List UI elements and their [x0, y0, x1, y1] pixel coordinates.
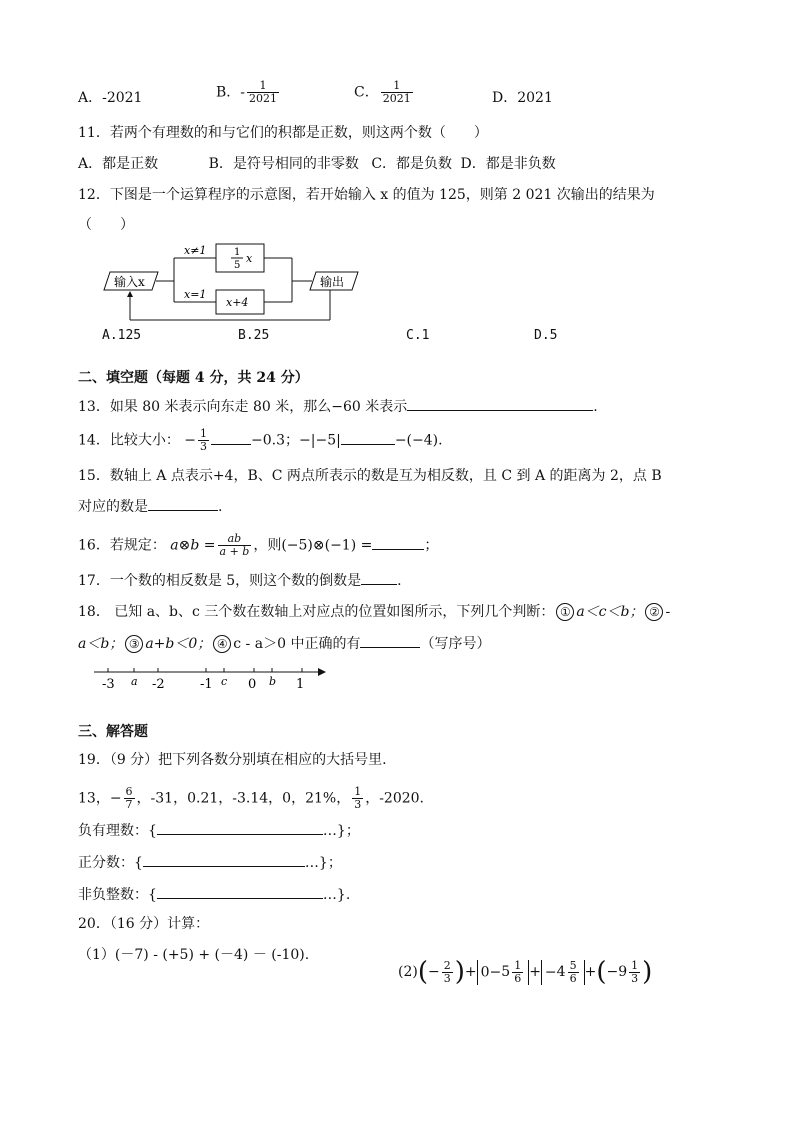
paren-open: ( — [417, 957, 428, 987]
q16-numerator: ab — [218, 533, 252, 546]
q12-flow-diagram — [100, 240, 380, 326]
q18-answer-blank[interactable] — [360, 633, 420, 648]
q12-option-c: C.1 — [406, 328, 430, 343]
t4-fraction — [629, 960, 640, 985]
q18-judgment-4-marker: ④ — [213, 635, 231, 653]
plus-sign: + — [464, 964, 477, 980]
q17-end: . — [397, 573, 402, 589]
t2-denominator: 6 — [514, 971, 522, 985]
q14 — [78, 428, 443, 453]
axis-tick-label: -2 — [152, 677, 165, 692]
q10-b-denominator: 2021 — [249, 92, 278, 105]
q11-text: 11．若两个有理数的和与它们的积都是正数，则这两个数（ ） — [78, 125, 488, 141]
q16-denominator: a + b — [219, 545, 250, 558]
op-top-numerator: 1 — [234, 247, 241, 258]
q20-part1: （1）(－7) - (+5) + (－4) － (-10). — [78, 947, 310, 963]
section2-title: 二、填空题（每题 4 分，共 24 分） — [78, 370, 309, 386]
q20-term4-mixed — [618, 960, 642, 985]
q15-end: . — [218, 499, 223, 515]
q14-compare-1: −0.3； — [251, 432, 300, 449]
q18-number-line — [92, 664, 332, 694]
q10-option-d: D．2021 — [492, 90, 553, 106]
q10-c-numerator: 1 — [381, 80, 413, 93]
q19-row1-end: …}； — [322, 823, 360, 839]
q16-mid: ，则(−5)⊗(−1) = — [253, 537, 373, 554]
t3-integer: 4 — [556, 964, 566, 980]
q13-answer-blank[interactable] — [407, 396, 593, 411]
minus-sign: − — [606, 964, 619, 980]
axis-tick-label: -3 — [102, 677, 115, 692]
q20-part2-label: (2) — [398, 964, 418, 980]
q10-c-denominator: 2021 — [382, 92, 411, 105]
t4-numerator: 1 — [631, 958, 639, 972]
t2-numerator: 1 — [514, 958, 522, 972]
q16-end: ； — [424, 537, 439, 554]
q14-denominator: 3 — [200, 440, 208, 453]
q19-frac2-numerator: 1 — [354, 785, 362, 798]
q19-numbers-c: ，-2020. — [365, 790, 425, 807]
q19-fraction-1 — [124, 786, 135, 811]
q19-row-1 — [78, 820, 360, 841]
op-top-variable: x — [246, 252, 253, 265]
q19-frac1-numerator: 6 — [125, 785, 133, 798]
t1-numerator: 2 — [443, 958, 451, 972]
q13-end: . — [593, 399, 598, 415]
q17 — [78, 570, 402, 591]
q10-option-b-prefix: B．- — [216, 84, 246, 101]
q18-judgment-1: a＜c＜b； — [576, 604, 644, 620]
q13 — [78, 396, 598, 417]
q20-term2-abs — [477, 960, 530, 985]
q19-text: 19．（9 分）把下列各数分别填在相应的大括号里. — [78, 752, 387, 768]
q18-line2 — [78, 633, 490, 654]
section3-title: 三、解答题 — [78, 724, 148, 740]
condition-top: x≠1 — [184, 244, 207, 257]
q19-row-3 — [78, 884, 350, 905]
q20-part2 — [398, 952, 652, 992]
q19-frac2-denominator: 3 — [354, 798, 362, 811]
t4-integer: 9 — [618, 964, 628, 980]
axis-tick-label: 1 — [296, 677, 305, 692]
q13-text: 13．如果 80 米表示向东走 80 米，那么−60 米表示 — [78, 399, 408, 415]
t2-fraction — [512, 960, 523, 985]
q11-option-b: B．是符号相同的非零数 — [208, 156, 359, 172]
q18-text: 18． 已知 a、b、c 三个数在数轴上对应点的位置如图所示，下列几个判断： — [78, 604, 555, 620]
q10-option-b-fraction — [247, 80, 279, 105]
q14-fraction — [198, 428, 209, 453]
q18-judgment-1-marker: ① — [556, 603, 574, 621]
q18-end: （写序号） — [420, 636, 491, 652]
q16-lhs: a⊗b = — [170, 537, 216, 554]
op-bottom-label: x+4 — [226, 296, 249, 309]
q16-fraction — [218, 533, 252, 558]
paren-open: ( — [596, 957, 607, 987]
q18-line1 — [78, 602, 670, 622]
q10-option-a: A．-2021 — [78, 90, 143, 106]
axis-arrow — [318, 668, 326, 676]
q11-option-d: D．都是非负数 — [460, 156, 556, 172]
q14-blank-2[interactable] — [341, 430, 395, 445]
point-label-b: b — [269, 675, 277, 688]
plus-sign: + — [584, 964, 597, 980]
q19-numbers-a: 13，− — [78, 790, 122, 807]
q19-row3-label: 非负整数：{ — [78, 887, 157, 903]
q19-row3-end: …}. — [322, 887, 351, 903]
q20-term3-abs — [541, 960, 585, 985]
output-label: 输出 — [320, 275, 345, 289]
q10-option-c-fraction — [381, 80, 413, 105]
q15-answer-blank[interactable] — [148, 496, 218, 511]
q18-judgment-4: c - a＞0 中正确的有 — [233, 636, 361, 652]
condition-bottom: x=1 — [184, 288, 207, 301]
q20-text: 20．（16 分）计算： — [78, 916, 210, 932]
input-label: 输入x — [114, 275, 145, 289]
t4-denominator: 3 — [631, 971, 639, 985]
t2-integer: 5 — [501, 964, 511, 980]
q19-fraction-2 — [352, 786, 363, 811]
plus-sign: + — [529, 964, 541, 980]
point-label-a: a — [131, 675, 138, 688]
t3-fraction — [568, 960, 579, 985]
q12-option-d: D.5 — [534, 328, 558, 343]
q18-judgment-2-start: - — [665, 604, 671, 620]
q10-option-c — [354, 80, 415, 105]
q20-term1-fraction — [442, 960, 453, 985]
axis-tick-label: 0 — [248, 677, 257, 692]
q19-row2-label: 正分数：{ — [78, 855, 143, 871]
q16 — [78, 533, 438, 558]
arrow-head — [127, 291, 133, 297]
q17-text: 17．一个数的相反数是 5，则这个数的倒数是 — [78, 573, 362, 589]
q19-numbers-b: ，-31，0.21，-3.14，0，21%， — [136, 790, 351, 807]
axis-tick-label: -1 — [200, 677, 213, 692]
q20-term2-mixed — [501, 960, 525, 985]
q14-blank-1[interactable] — [211, 430, 251, 445]
q11-option-c: C．都是负数 — [371, 156, 453, 172]
q18-judgment-3: a+b＜0； — [145, 636, 212, 652]
paren-close: ) — [454, 957, 465, 987]
t3-denominator: 6 — [569, 971, 577, 985]
q15-text: 对应的数是 — [78, 499, 148, 515]
point-label-c: c — [221, 675, 228, 688]
q20-term3-mixed — [557, 960, 581, 985]
q14-neg-sign: − — [184, 432, 197, 449]
t3-numerator: 5 — [569, 958, 577, 972]
op-top-denominator: 5 — [234, 260, 241, 271]
q18-judgment-2-marker: ② — [645, 603, 663, 621]
q18-judgment-2-end: a＜b； — [78, 636, 124, 652]
q19-frac1-denominator: 7 — [125, 798, 133, 811]
q14-numerator: 1 — [200, 427, 208, 440]
q12-text: 12．下图是一个运算程序的示意图，若开始输入 x 的值为 125，则第 2 021 次输出的结果为 — [78, 187, 655, 203]
q14-label: 14．比较大小： — [78, 432, 180, 449]
q19-row1-label: 负有理数：{ — [78, 823, 157, 839]
t1-denominator: 3 — [443, 971, 451, 985]
q18-judgment-3-marker: ③ — [125, 635, 143, 653]
q14-end: −(−4). — [394, 432, 443, 449]
q19-row2-blank[interactable] — [143, 852, 305, 867]
q15-line1: 15．数轴上 A 点表示+4，B、C 两点所表示的数是互为相反数，且 C 到 A 的距离为 2，点 B — [78, 468, 662, 484]
q16-answer-blank[interactable] — [372, 535, 424, 550]
q16-label: 16．若规定： — [78, 537, 166, 554]
q19-row-2 — [78, 852, 342, 873]
q11-option-a: A．都是正数 — [78, 156, 159, 172]
q12-paren: （ ） — [78, 217, 134, 233]
q10-option-b — [216, 80, 281, 105]
minus-sign: − — [428, 964, 440, 980]
q17-answer-blank[interactable] — [361, 570, 397, 585]
q10-b-numerator: 1 — [247, 80, 279, 93]
q10-option-c-prefix: C． — [354, 84, 379, 101]
q19-row1-blank[interactable] — [157, 820, 323, 835]
q19-numbers — [78, 786, 424, 811]
q12-option-a: A.125 — [102, 328, 142, 343]
q19-row3-blank[interactable] — [157, 884, 323, 899]
q12-option-b: B.25 — [238, 328, 270, 343]
minus-sign: − — [544, 964, 557, 980]
q19-row2-end: …}； — [304, 855, 342, 871]
zero-minus: 0− — [480, 964, 502, 980]
q11-options — [78, 154, 556, 174]
q14-compare-2: −|−5| — [299, 432, 341, 449]
paren-close: ) — [642, 957, 653, 987]
q15-line2 — [78, 496, 222, 517]
